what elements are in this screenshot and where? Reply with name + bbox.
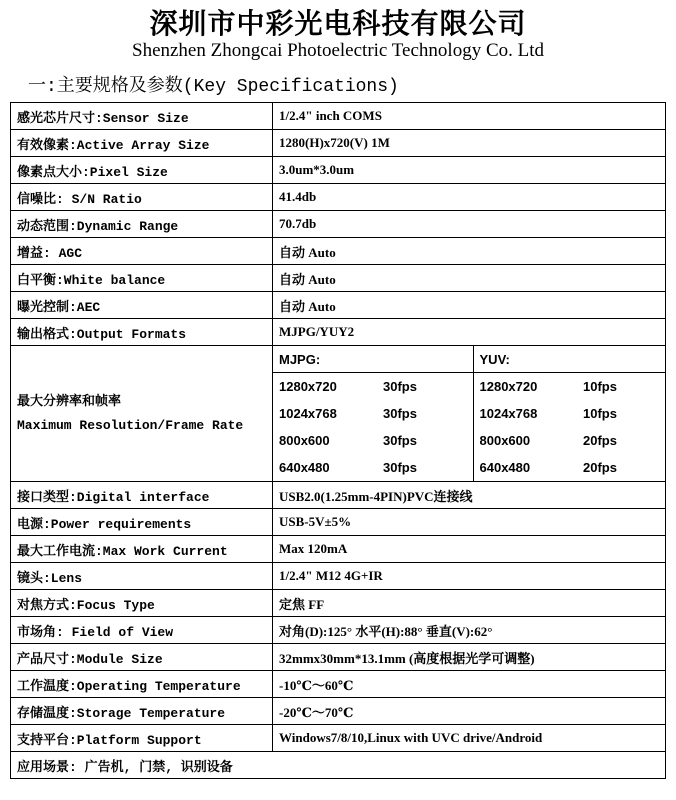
table-row (11, 536, 666, 563)
table-row (11, 103, 666, 130)
spec-label: 感光芯片尺寸:Sensor Size (11, 103, 273, 130)
spec-label: 像素点大小:Pixel Size (11, 157, 273, 184)
spec-label: 工作温度:Operating Temperature (11, 671, 273, 698)
specifications-table (10, 102, 666, 779)
table-row (11, 590, 666, 617)
spec-label: 产品尺寸:Module Size (11, 644, 273, 671)
spec-value: 对角(D):125° 水平(H):88° 垂直(V):62° (273, 617, 666, 644)
resolution-subtable (273, 346, 665, 481)
spec-label: 有效像素:Active Array Size (11, 130, 273, 157)
company-name-chinese: 深圳市中彩光电科技有限公司 (149, 7, 527, 40)
spec-label: 镜头:Lens (11, 563, 273, 590)
mjpg-resolution: 1280x720 (279, 379, 337, 394)
table-row (11, 319, 666, 346)
spec-value: 自动 Auto (273, 238, 666, 265)
resolution-row (11, 346, 666, 482)
spec-label: 曝光控制:AEC (11, 292, 273, 319)
mjpg-header: MJPG: (273, 346, 473, 373)
table-row (11, 644, 666, 671)
spec-label: 信噪比: S/N Ratio (11, 184, 273, 211)
spec-label: 动态范围:Dynamic Range (11, 211, 273, 238)
spec-value: 定焦 FF (273, 590, 666, 617)
table-row (11, 563, 666, 590)
spec-value: 32mmx30mm*13.1mm (高度根据光学可调整) (273, 644, 666, 671)
section-title: 一:主要规格及参数(Key Specifications) (28, 77, 399, 97)
mjpg-resolution: 800x600 (279, 433, 330, 448)
yuv-fps: 10fps (583, 406, 617, 421)
table-row (11, 130, 666, 157)
spec-value: 70.7db (273, 211, 666, 238)
spec-value: -20℃～70℃ (273, 698, 666, 725)
resolution-label-en: Maximum Resolution/Frame Rate (17, 417, 244, 433)
yuv-resolution: 800x600 (473, 427, 577, 454)
table-row (273, 400, 665, 427)
spec-value: 1/2.4" M12 4G+IR (273, 563, 666, 590)
table-row (11, 238, 666, 265)
spec-label: 最大工作电流:Max Work Current (11, 536, 273, 563)
spec-value: 1/2.4" inch COMS (273, 103, 666, 130)
table-row (11, 292, 666, 319)
yuv-header: YUV: (473, 346, 665, 373)
spec-label: 接口类型:Digital interface (11, 482, 273, 509)
spec-label: 增益: AGC (11, 238, 273, 265)
mjpg-resolution: 640x480 (279, 460, 330, 475)
spec-value: 3.0um*3.0um (273, 157, 666, 184)
spec-value: USB-5V±5% (273, 509, 666, 536)
table-row (11, 265, 666, 292)
table-row (11, 698, 666, 725)
spec-label: 输出格式:Output Formats (11, 319, 273, 346)
spec-value: MJPG/YUY2 (273, 319, 666, 346)
table-row (11, 509, 666, 536)
table-row (11, 482, 666, 509)
mjpg-fps: 30fps (383, 433, 417, 448)
table-row (273, 427, 665, 454)
yuv-resolution: 640x480 (473, 454, 577, 481)
resolution-values (273, 346, 666, 482)
mjpg-resolution: 1024x768 (279, 406, 337, 421)
table-row (11, 617, 666, 644)
resolution-label-cn: 最大分辨率和帧率 (17, 393, 122, 409)
table-row (273, 373, 665, 401)
spec-value: 自动 Auto (273, 265, 666, 292)
table-row (11, 157, 666, 184)
spec-label: 电源:Power requirements (11, 509, 273, 536)
spec-label: 存储温度:Storage Temperature (11, 698, 273, 725)
spec-value: Max 120mA (273, 536, 666, 563)
table-row (11, 725, 666, 752)
spec-value: USB2.0(1.25mm-4PIN)PVC连接线 (273, 482, 666, 509)
spec-value: 41.4db (273, 184, 666, 211)
spec-label: 白平衡:White balance (11, 265, 273, 292)
spec-label: 对焦方式:Focus Type (11, 590, 273, 617)
yuv-resolution: 1024x768 (473, 400, 577, 427)
table-row (11, 211, 666, 238)
yuv-fps: 10fps (583, 379, 617, 394)
table-row (11, 184, 666, 211)
table-row (273, 454, 665, 481)
table-row (11, 671, 666, 698)
yuv-fps: 20fps (583, 460, 617, 475)
resolution-label (11, 346, 273, 482)
mjpg-fps: 30fps (383, 406, 417, 421)
mjpg-fps: 30fps (383, 460, 417, 475)
spec-value: 自动 Auto (273, 292, 666, 319)
yuv-resolution: 1280x720 (473, 373, 577, 401)
spec-label: 支持平台:Platform Support (11, 725, 273, 752)
spec-value: 1280(H)x720(V) 1M (273, 130, 666, 157)
spec-value: Windows7/8/10,Linux with UVC drive/Android (273, 725, 666, 752)
application-row (11, 752, 666, 779)
company-name-english: Shenzhen Zhongcai Photoelectric Technology Co. Ltd (132, 40, 544, 61)
spec-value: -10℃～60℃ (273, 671, 666, 698)
resolution-header-row (273, 346, 665, 373)
spec-label: 市场角: Field of View (11, 617, 273, 644)
mjpg-fps: 30fps (383, 379, 417, 394)
yuv-fps: 20fps (583, 433, 617, 448)
application-scenarios: 应用场景: 广告机, 门禁, 识别设备 (11, 752, 666, 779)
